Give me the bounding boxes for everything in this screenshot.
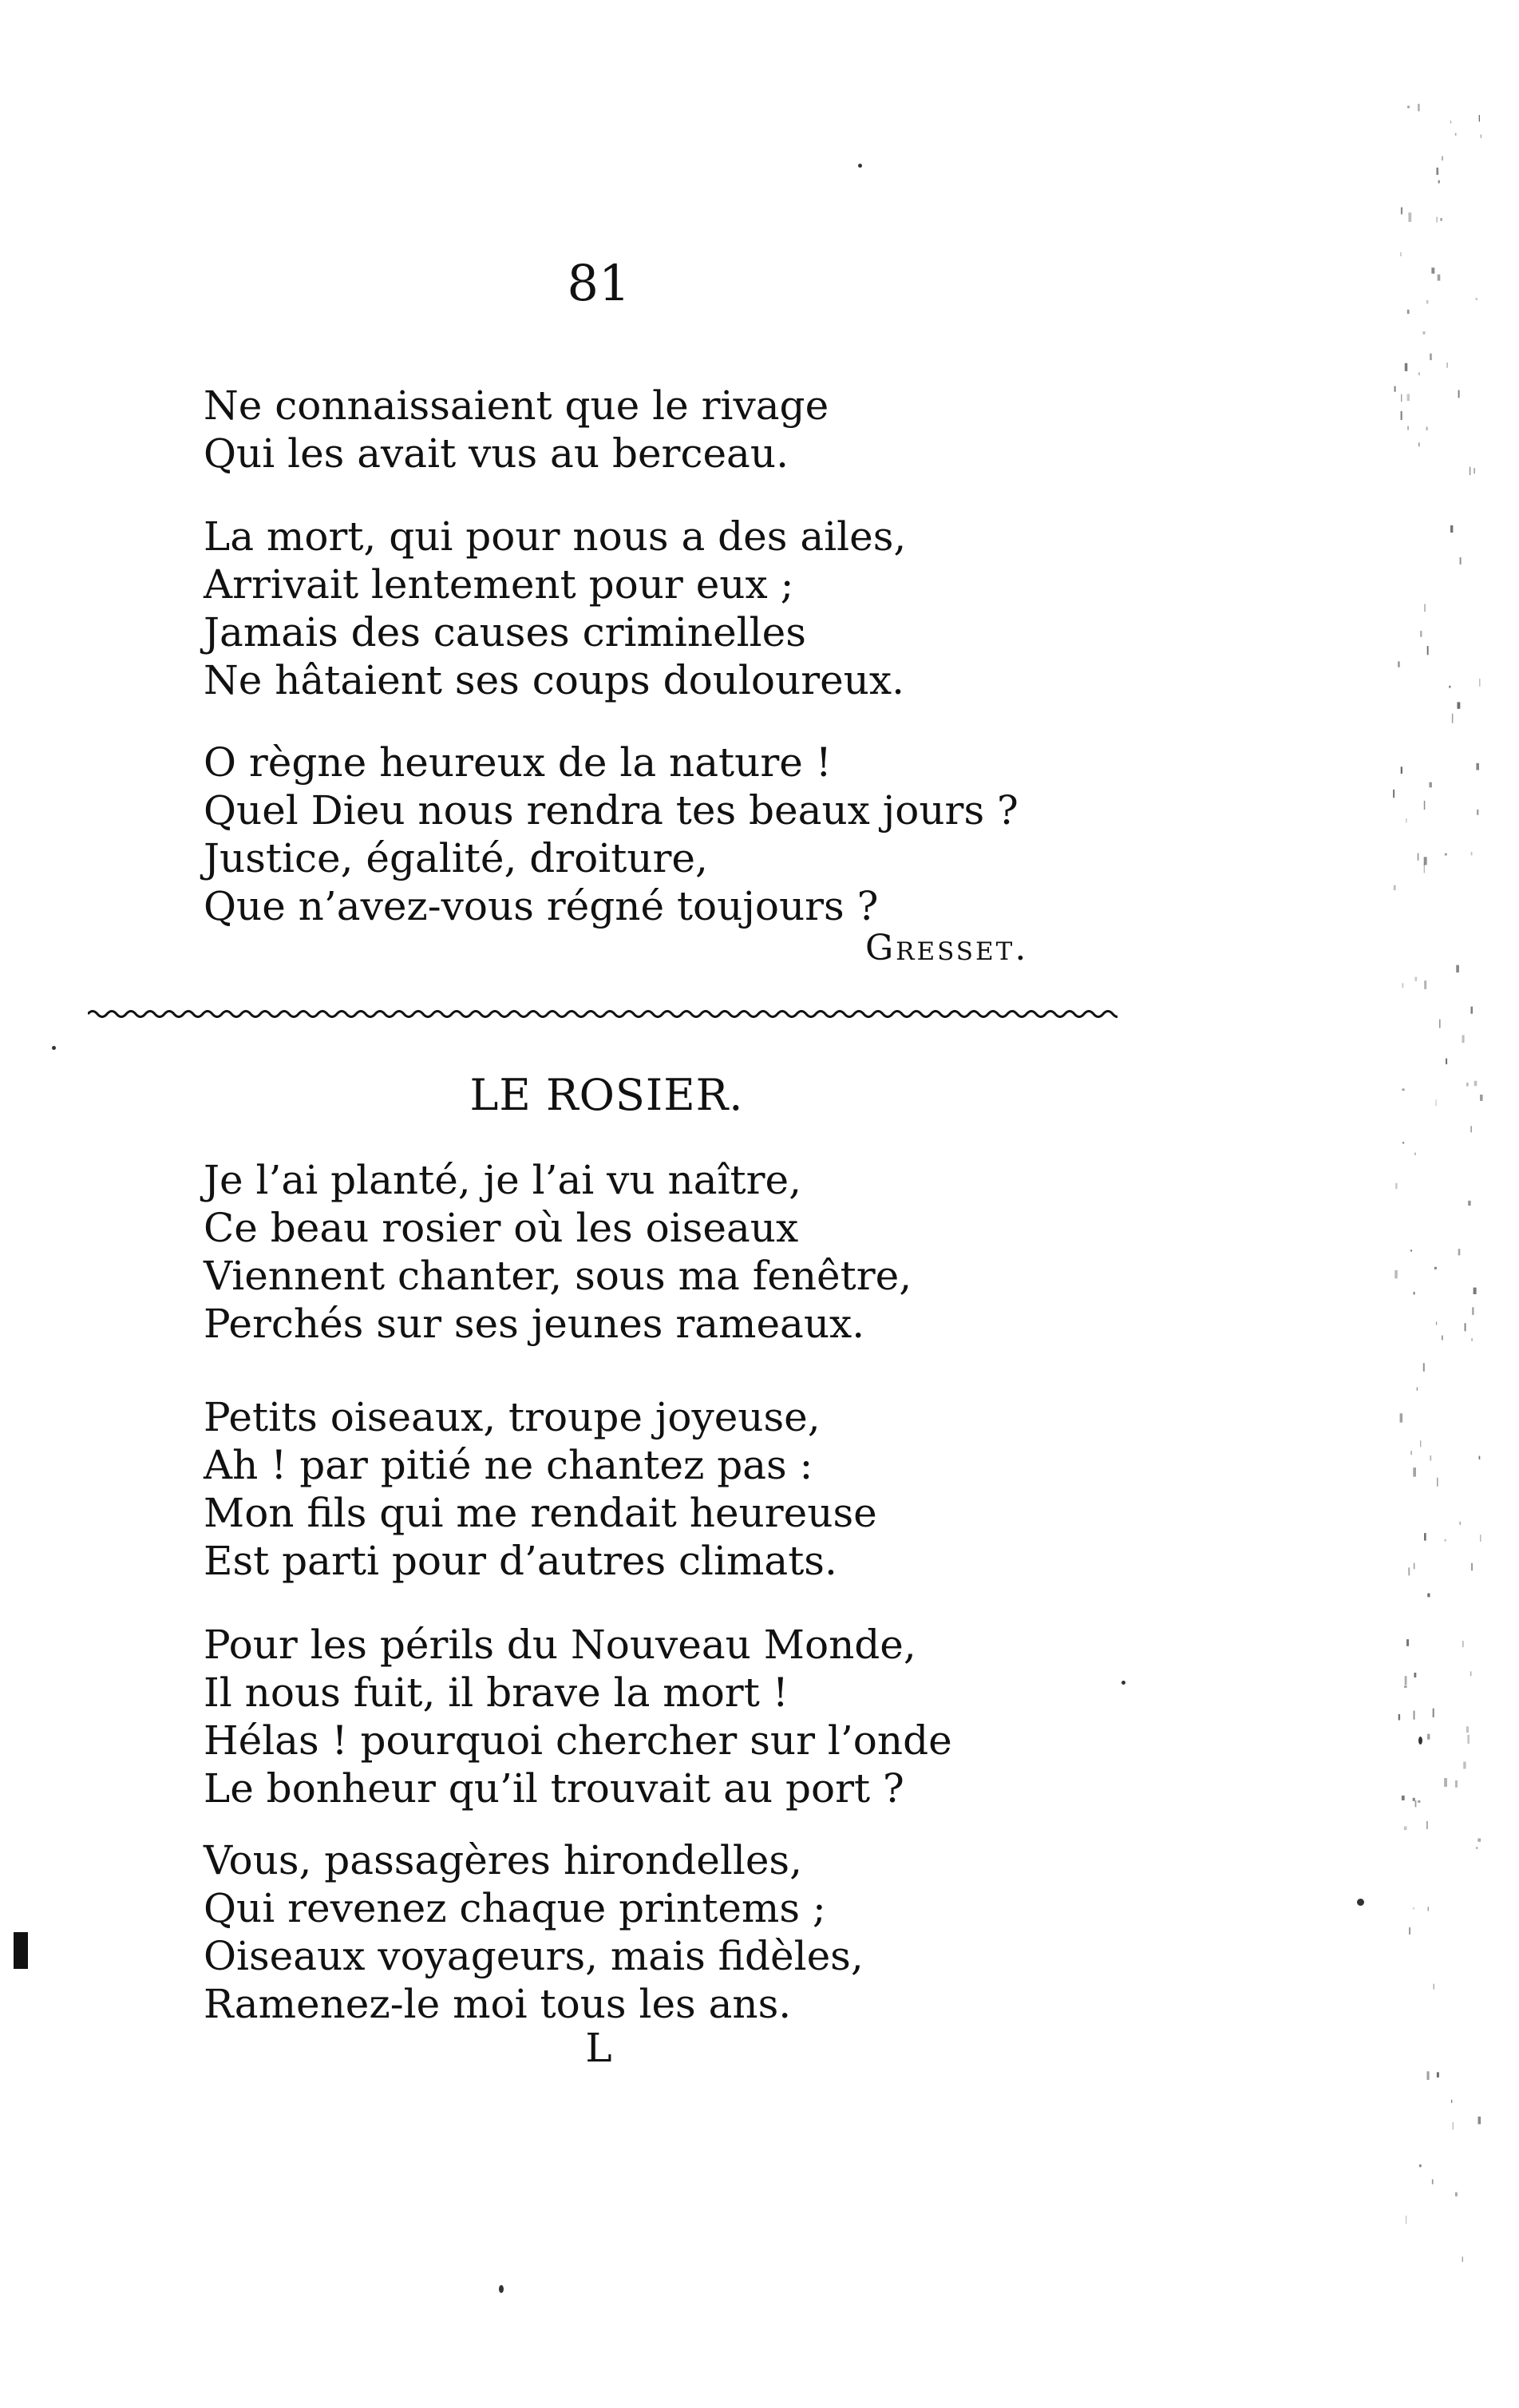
- scan-noise-dot: [1405, 363, 1408, 371]
- scan-noise-dot: [1415, 1800, 1417, 1807]
- scan-noise-dot: [1472, 1307, 1474, 1315]
- verse-line: Hélas ! pourquoi chercher sur l’onde: [204, 1717, 952, 1764]
- scan-noise-dot: [1468, 1201, 1470, 1206]
- scan-noise-dot: [1471, 1007, 1474, 1014]
- scan-mark: [14, 1932, 28, 1969]
- scan-noise-dot: [1462, 1035, 1465, 1043]
- scan-noise-dot: [1401, 766, 1402, 774]
- scan-speck: [1121, 1681, 1125, 1685]
- poem1-stanza-1: [204, 382, 1121, 477]
- scan-noise-dot: [1460, 557, 1462, 564]
- verse-line: Ce beau rosier où les oiseaux: [204, 1205, 799, 1251]
- scan-noise-dot: [1476, 298, 1477, 300]
- scan-noise-dot: [1418, 104, 1419, 111]
- scan-noise-dot: [1427, 1734, 1430, 1740]
- scan-noise-dot: [1418, 442, 1419, 446]
- scan-noise-dot: [1477, 810, 1478, 815]
- scan-noise-dot: [1409, 1927, 1410, 1935]
- verse-line: Ne connaissaient que le rivage: [204, 382, 829, 429]
- poem1-stanza-2: [204, 513, 1121, 704]
- verse-line: Oiseaux voyageurs, mais fidèles,: [204, 1933, 864, 1979]
- scan-noise-dot: [1415, 977, 1418, 981]
- scan-noise-dot: [1424, 864, 1425, 873]
- scan-noise-dot: [1414, 1292, 1415, 1295]
- verse-line: Qui revenez chaque printems ;: [204, 1885, 826, 1931]
- scan-noise-dot: [1431, 267, 1434, 274]
- scan-noise-dot: [1402, 1142, 1404, 1143]
- scan-noise-dot: [1420, 631, 1422, 637]
- scan-noise-dot: [1413, 1467, 1416, 1477]
- scan-speck: [499, 2285, 504, 2293]
- scan-noise-dot: [1450, 121, 1451, 124]
- scan-noise-dot: [1414, 1153, 1415, 1155]
- scan-noise-dot: [1480, 1095, 1483, 1101]
- scan-noise-dot: [1400, 252, 1402, 256]
- scan-noise-dot: [1401, 411, 1402, 420]
- scan-noise-dot: [1445, 853, 1447, 856]
- scan-noise-dot: [1444, 1778, 1447, 1787]
- scan-noise-dot: [1407, 106, 1410, 109]
- scan-noise-dot: [1478, 2117, 1481, 2125]
- scan-noise-dot: [1413, 1907, 1414, 1909]
- scan-noise-dot: [1434, 1267, 1437, 1269]
- verse-line: Petits oiseaux, troupe joyeuse,: [204, 1394, 821, 1440]
- scan-noise-dot: [1424, 857, 1427, 865]
- verse-line: La mort, qui pour nous a des ailes,: [204, 513, 907, 560]
- scan-noise-dot: [1414, 1711, 1415, 1720]
- scan-noise-dot: [1436, 217, 1438, 223]
- scan-noise-dot: [1408, 1567, 1410, 1575]
- poem1-stanza-3: [204, 739, 1121, 930]
- scan-noise-dot: [1471, 852, 1473, 855]
- scan-noise-dot: [1401, 394, 1402, 402]
- scan-noise-dot: [1451, 2100, 1452, 2103]
- scan-noise-dot: [1414, 1563, 1415, 1570]
- scan-noise-dot: [1402, 1088, 1404, 1091]
- verse-line: Je l’ai planté, je l’ai vu naître,: [204, 1157, 801, 1203]
- scan-noise-dot: [1402, 983, 1404, 988]
- poem2-stanza-4: [204, 1836, 1121, 2028]
- verse-line: Perchés sur ses jeunes rameaux.: [204, 1301, 865, 1347]
- scan-noise-dot: [1462, 1641, 1464, 1647]
- verse-line: Le bonheur qu’il trouvait au port ?: [204, 1765, 904, 1812]
- scan-noise-dot: [1424, 1533, 1426, 1541]
- scan-noise-dot: [1467, 1735, 1470, 1744]
- scan-noise-dot: [1395, 1183, 1397, 1190]
- verse-line: Arrivait lentement pour eux ;: [204, 561, 794, 608]
- scan-noise-dot: [1474, 1081, 1477, 1086]
- scan-noise-dot: [1458, 702, 1461, 708]
- scan-noise-dot: [1439, 1020, 1440, 1028]
- scan-noise-dot: [1438, 180, 1440, 184]
- scan-noise-dot: [1440, 218, 1442, 221]
- scan-noise-dot: [1426, 300, 1429, 303]
- poem1-author: Gresset.: [865, 928, 1029, 968]
- scan-noise-dot: [1476, 763, 1479, 770]
- scan-noise-dot: [1424, 604, 1426, 612]
- scan-noise-dot: [1418, 853, 1419, 861]
- scan-noise-dot: [1433, 1709, 1434, 1717]
- scan-noise-dot: [1428, 1907, 1430, 1911]
- verse-line: Que n’avez-vous régné toujours ?: [204, 883, 879, 929]
- scan-noise-dot: [1463, 1762, 1466, 1769]
- scan-noise-dot: [1426, 427, 1428, 431]
- verse-line: Ramenez-le moi tous les ans.: [204, 1981, 792, 2027]
- scan-speck: [1357, 1899, 1364, 1906]
- scan-noise-dot: [1398, 661, 1400, 667]
- scan-noise-dot: [1471, 1338, 1472, 1341]
- scan-speck: [858, 164, 862, 168]
- scan-noise-dot: [1427, 646, 1429, 655]
- scan-noise-dot: [1446, 1059, 1447, 1064]
- scan-noise-dot: [1438, 275, 1441, 281]
- poem2-stanza-1: [204, 1156, 1121, 1348]
- scan-noise-dot: [1429, 782, 1432, 788]
- scan-noise-dot: [1406, 1639, 1409, 1646]
- scan-noise-dot: [1410, 1250, 1412, 1251]
- verse-line: Quel Dieu nous rendra tes beaux jours ?: [204, 787, 1019, 834]
- scan-noise-dot: [1427, 1594, 1430, 1598]
- scan-noise-dot: [1456, 965, 1459, 972]
- scan-noise-dot: [1402, 1796, 1405, 1800]
- scan-noise-dot: [1437, 1478, 1438, 1487]
- verse-line: Pour les périls du Nouveau Monde,: [204, 1622, 916, 1668]
- scan-noise-dot: [1417, 1388, 1418, 1391]
- scan-noise-dot: [1407, 310, 1410, 314]
- scan-noise-dot: [1455, 2192, 1458, 2196]
- verse-line: Viennent chanter, sous ma fenêtre,: [204, 1253, 912, 1299]
- scan-noise-dot: [1452, 714, 1454, 723]
- poem-title: LE ROSIER.: [469, 1070, 744, 1120]
- scan-noise-dot: [1401, 208, 1402, 215]
- scan-noise-dot: [1479, 679, 1480, 687]
- scan-noise-dot: [1413, 1798, 1415, 1801]
- scan-noise-dot: [1479, 1456, 1481, 1459]
- verse-line: Mon fils qui me rendait heureuse: [204, 1490, 877, 1536]
- scan-noise-dot: [1414, 1673, 1416, 1677]
- scan-noise-dot: [1394, 1270, 1398, 1278]
- scan-noise-dot: [1436, 1321, 1437, 1325]
- scan-noise-dot: [1432, 2180, 1434, 2184]
- scan-edge-noise: [1393, 104, 1489, 2275]
- scan-noise-dot: [1466, 1083, 1468, 1087]
- scan-noise-dot: [1449, 686, 1450, 688]
- scan-noise-dot: [1407, 426, 1409, 430]
- scan-noise-dot: [1410, 1451, 1411, 1455]
- scan-noise-dot: [1476, 1847, 1477, 1849]
- scan-noise-dot: [1437, 2072, 1439, 2077]
- scan-noise-dot: [1424, 980, 1426, 989]
- scan-noise-dot: [1398, 1714, 1400, 1721]
- page-number: 81: [567, 254, 631, 312]
- verse-line: Qui les avait vus au berceau.: [204, 430, 789, 477]
- scan-noise-dot: [1442, 156, 1443, 161]
- scan-noise-dot: [1455, 133, 1457, 136]
- poem2-stanza-3: [204, 1621, 1121, 1812]
- scan-noise-dot: [1436, 1099, 1437, 1106]
- scan-noise-dot: [1393, 790, 1394, 798]
- scan-noise-dot: [1430, 354, 1432, 360]
- scan-noise-dot: [1470, 1126, 1472, 1132]
- scan-noise-dot: [1479, 115, 1480, 121]
- poem2-stanza-2: [204, 1393, 1121, 1585]
- scan-noise-dot: [1426, 1821, 1428, 1829]
- scan-noise-dot: [1419, 2164, 1422, 2167]
- scan-noise-dot: [1474, 468, 1475, 473]
- scan-speck: [1418, 1737, 1422, 1745]
- scan-noise-dot: [1422, 331, 1425, 335]
- scan-noise-dot: [1430, 1455, 1431, 1461]
- scan-noise-dot: [1405, 1676, 1407, 1685]
- verse-line: O règne heureux de la nature !: [204, 739, 832, 786]
- scan-noise-dot: [1470, 1671, 1471, 1676]
- scan-noise-dot: [1465, 1323, 1466, 1331]
- scan-noise-dot: [1423, 1363, 1425, 1372]
- scan-noise-dot: [1458, 390, 1460, 398]
- scan-noise-dot: [1400, 1413, 1403, 1423]
- scan-noise-dot: [1420, 1440, 1421, 1447]
- scan-noise-dot: [1445, 1539, 1447, 1542]
- scan-noise-dot: [1404, 1686, 1407, 1688]
- scan-noise-dot: [1394, 885, 1396, 890]
- scan-noise-dot: [1471, 1563, 1473, 1570]
- scan-noise-dot: [1450, 525, 1453, 533]
- scan-noise-dot: [1453, 2122, 1454, 2130]
- verse-line: Ah ! par pitié ne chantez pas :: [204, 1442, 813, 1488]
- scan-noise-dot: [1418, 1800, 1420, 1803]
- scan-noise-dot: [1458, 1249, 1461, 1255]
- scan-noise-dot: [1404, 1827, 1407, 1831]
- verse-line: Il nous fuit, il brave la mort !: [204, 1669, 789, 1716]
- scan-noise-dot: [1460, 1522, 1461, 1525]
- scan-noise-dot: [1474, 1288, 1477, 1294]
- scan-noise-dot: [1466, 1726, 1469, 1733]
- scan-noise-dot: [1462, 2256, 1463, 2262]
- scan-noise-dot: [1418, 372, 1419, 375]
- scan-noise-dot: [1477, 1839, 1481, 1842]
- verse-line: Justice, égalité, droiture,: [204, 835, 708, 881]
- wavy-divider: [88, 1002, 1117, 1026]
- verse-line: Jamais des causes criminelles: [204, 609, 806, 655]
- scan-noise-dot: [1436, 168, 1438, 175]
- scan-noise-dot: [1427, 2071, 1430, 2080]
- scan-noise-dot: [1480, 1535, 1481, 1542]
- verse-line: Ne hâtaient ses coups douloureux.: [204, 657, 904, 703]
- scan-noise-dot: [1424, 801, 1426, 810]
- scan-noise-dot: [1394, 386, 1396, 392]
- scan-noise-dot: [1408, 212, 1411, 222]
- scan-noise-dot: [1407, 394, 1410, 401]
- poem2-signature: L: [585, 2025, 612, 2071]
- verse-line: Est parti pour d’autres climats.: [204, 1538, 837, 1584]
- verse-line: Vous, passagères hirondelles,: [204, 1837, 802, 1883]
- scan-speck: [52, 1046, 56, 1050]
- scan-noise-dot: [1455, 1780, 1458, 1788]
- scan-noise-dot: [1446, 362, 1448, 368]
